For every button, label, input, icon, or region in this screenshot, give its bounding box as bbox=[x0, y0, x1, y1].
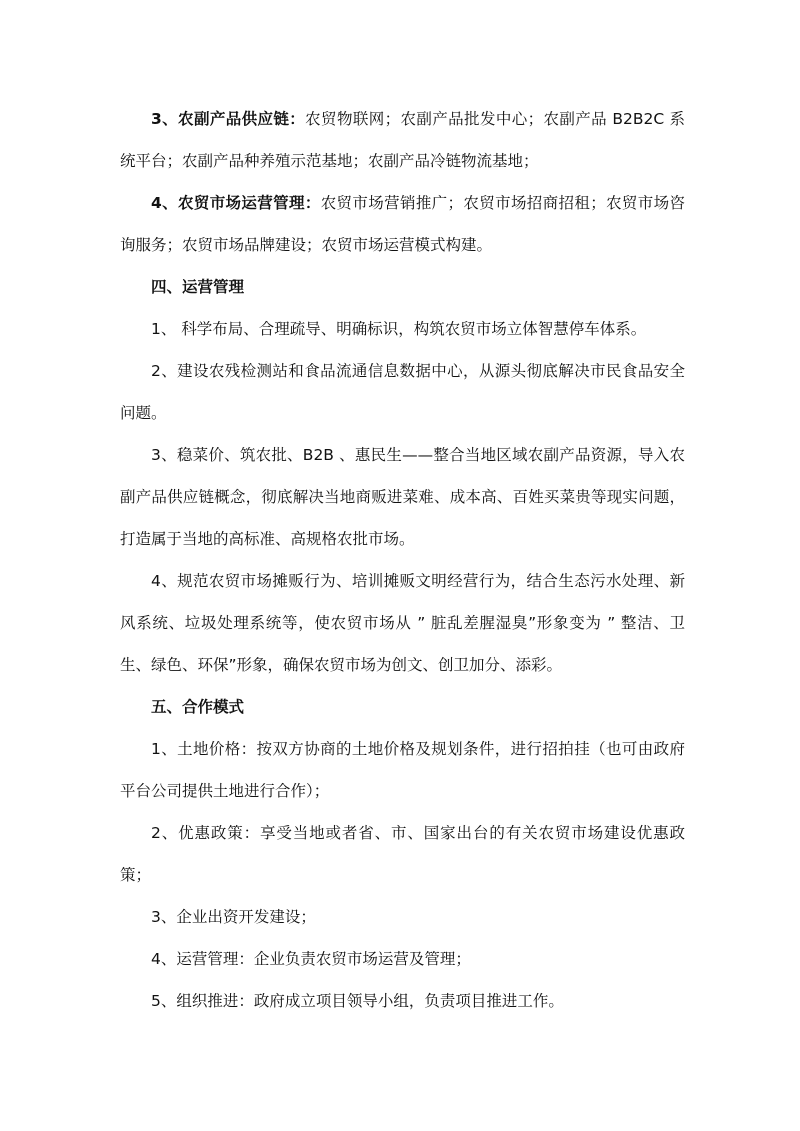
list-item: 4、运营管理：企业负责农贸市场运营及管理； bbox=[151, 950, 471, 968]
list-item: 2、建设农残检测站和食品流通信息数据中心，从源头彻底解决市民食品安全问题。 bbox=[120, 362, 685, 422]
list-item: 1、土地价格：按双方协商的土地价格及规划条件，进行招拍挂（也可由政府平台公司提供土地进行合作）； bbox=[120, 740, 685, 800]
list-item: 2、优惠政策：享受当地或者省、市、国家出台的有关农贸市场建设优惠政策； bbox=[120, 824, 685, 884]
document-page bbox=[120, 98, 685, 1022]
list-item: 1、 科学布局、合理疏导、明确标识，构筑农贸市场立体智慧停车体系。 bbox=[151, 320, 647, 338]
paragraph-market-operation bbox=[120, 182, 685, 266]
list-item: 3、稳菜价、筑农批、B2B 、惠民生——整合当地区域农副产品资源，导入农副产品供应链概念，彻底解决当地商贩进菜难、成本高、百姓买菜贵等现实问题，打造属于当地的高标准、高规格农批市场。 bbox=[120, 446, 685, 548]
section-heading-operations: 四、运营管理 bbox=[151, 278, 245, 296]
paragraph-supply-chain bbox=[120, 98, 685, 182]
paragraph-lead: 3、农副产品供应链： bbox=[151, 110, 306, 128]
paragraph-text: 农贸物联网；农副产品批发中心；农副产品 B2B2C 系统平台；农副产品种养殖示范基地；农副产品冷链物流基地； bbox=[120, 110, 685, 170]
list-item: 3、企业出资开发建设； bbox=[151, 908, 316, 926]
section-heading-cooperation: 五、合作模式 bbox=[151, 698, 245, 716]
paragraph-lead: 4、农贸市场运营管理： bbox=[151, 194, 321, 212]
paragraph-text: 农贸市场营销推广；农贸市场招商招租；农贸市场咨询服务；农贸市场品牌建设；农贸市场运营模式构建。 bbox=[120, 194, 685, 254]
list-item: 4、规范农贸市场摊贩行为、培训摊贩文明经营行为，结合生态污水处理、新风系统、垃圾处理系统等，使农贸市场从 ” 脏乱差腥湿臭”形象变为 ” 整洁、卫生、绿色、环保”形象，确保农贸市场为创文、创卫加分、添彩。 bbox=[120, 572, 685, 674]
list-item: 5、组织推进：政府成立项目领导小组，负责项目推进工作。 bbox=[151, 992, 564, 1010]
